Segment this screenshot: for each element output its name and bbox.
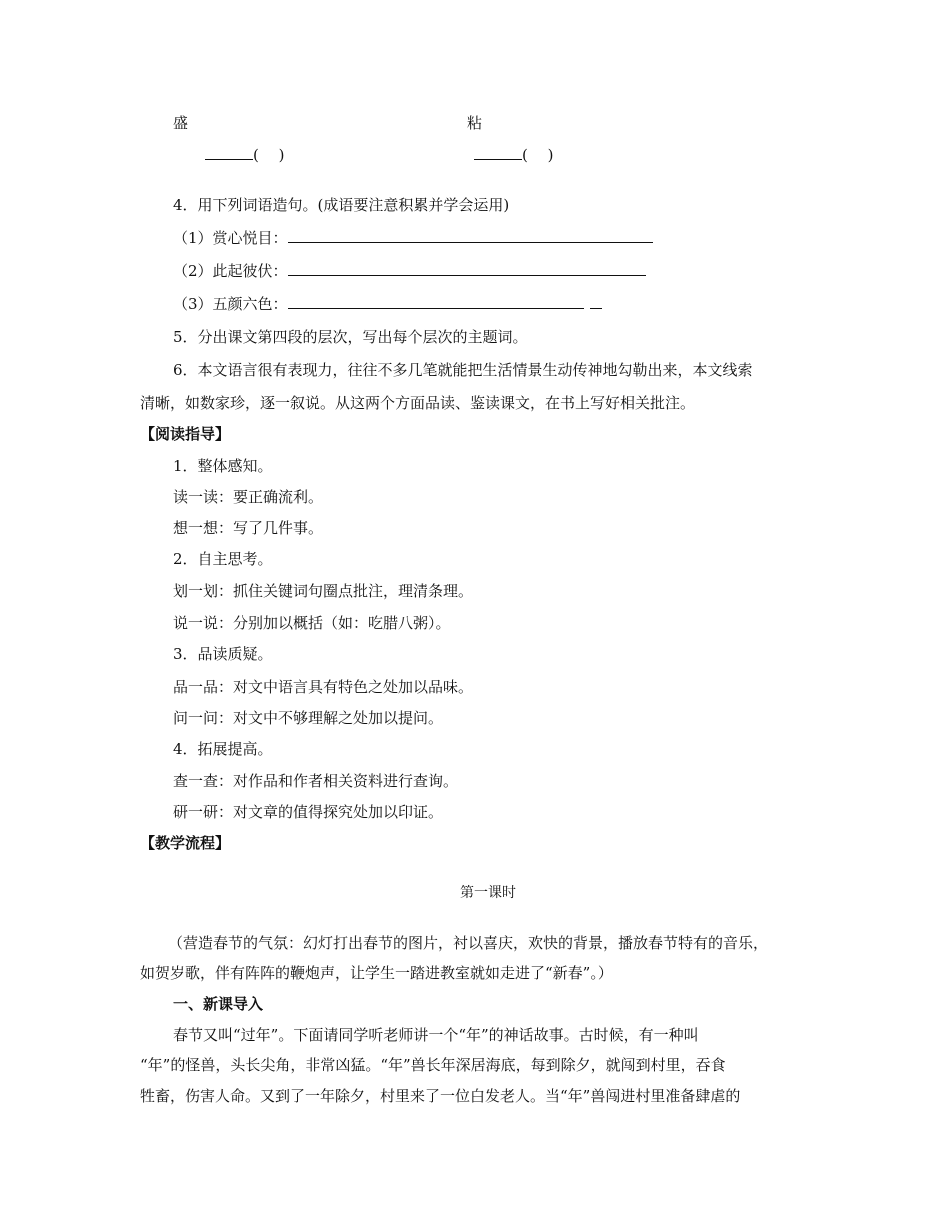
lesson-title: 第一课时 xyxy=(460,885,516,901)
teaching-heading: 【教学流程】 xyxy=(140,834,231,852)
story-line-1: 春节又叫“过年”。下面请同学听老师讲一个“年”的神话故事。古时候，有一种叫 xyxy=(173,1026,699,1044)
q5-text: 5．分出课文第四段的层次，写出每个层次的主题词。 xyxy=(173,328,528,346)
blank-paren: ( ) xyxy=(522,146,554,164)
answer-line xyxy=(288,294,584,309)
guide-line: 2．自主思考。 xyxy=(173,550,273,568)
q4-item-label: （2）此起彼伏： xyxy=(173,262,288,280)
guide-line: 3．品读质疑。 xyxy=(173,645,273,663)
q4-item-2[interactable] xyxy=(173,261,646,281)
char-item-2: 粘 xyxy=(467,114,483,132)
guide-line: 问一问：对文中不够理解之处加以提问。 xyxy=(173,709,444,727)
q4-item-3[interactable] xyxy=(173,294,602,314)
guide-line: 划一划：抓住关键词句圈点批注，理清条理。 xyxy=(173,582,474,600)
fill-blank-1[interactable] xyxy=(205,145,284,165)
guide-line: 研一研：对文章的值得探究处加以印证。 xyxy=(173,803,444,821)
blank-line xyxy=(474,145,522,160)
blank-line xyxy=(205,145,253,160)
q4-title: 4．用下列词语造句。(成语要注意积累并学会运用) xyxy=(173,196,510,214)
fill-blank-2[interactable] xyxy=(474,145,553,165)
reading-guide-heading: 【阅读指导】 xyxy=(140,425,231,443)
answer-line xyxy=(590,294,602,309)
answer-line xyxy=(288,228,653,243)
guide-line: 品一品：对文中语言具有特色之处加以品味。 xyxy=(173,678,474,696)
guide-line: 说一说：分别加以概括（如：吃腊八粥）。 xyxy=(173,614,451,632)
intro-line-1: （营造春节的气氛：幻灯打出春节的图片，衬以喜庆，欢快的背景，播放春节特有的音乐， xyxy=(168,934,769,952)
q4-item-label: （3）五颜六色： xyxy=(173,295,288,313)
q4-item-1[interactable] xyxy=(173,228,653,248)
guide-line: 1．整体感知。 xyxy=(173,457,273,475)
q6-line-2: 清晰，如数家珍，逐一叙说。从这两个方面品读、鉴读课文，在书上写好相关批注。 xyxy=(140,394,696,412)
guide-line: 读一读：要正确流利。 xyxy=(173,488,324,506)
intro-line-2: 如贺岁歌，伴有阵阵的鞭炮声，让学生一踏进教室就如走进了“新春”。） xyxy=(140,964,613,982)
guide-line: 想一想：写了几件事。 xyxy=(173,519,324,537)
q6-line-1: 6．本文语言很有表现力，往往不多几笔就能把生活情景生动传神地勾勒出来，本文线索 xyxy=(173,361,753,379)
story-line-2: “年”的怪兽，头长尖角，非常凶猛。“年”兽长年深居海底，每到除夕，就闯到村里，吞食 xyxy=(140,1056,726,1074)
story-line-3: 牲畜，伤害人命。又到了一年除夕，村里来了一位白发老人。当“年”兽闯进村里准备肆虐的 xyxy=(140,1087,741,1105)
blank-paren: ( ) xyxy=(253,146,285,164)
guide-line: 4．拓展提高。 xyxy=(173,740,273,758)
guide-line: 查一查：对作品和作者相关资料进行查询。 xyxy=(173,772,459,790)
char-item-1: 盛 xyxy=(173,114,189,132)
q4-item-label: （1）赏心悦目： xyxy=(173,229,288,247)
answer-line xyxy=(288,261,646,276)
section-heading: 一、新课导入 xyxy=(173,995,264,1013)
